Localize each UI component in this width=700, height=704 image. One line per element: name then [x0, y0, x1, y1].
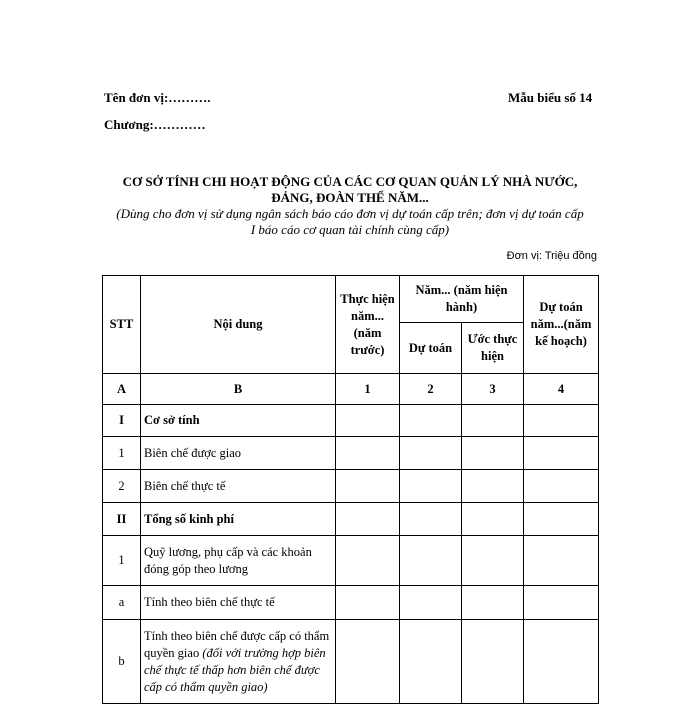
- row-cell: [524, 586, 599, 620]
- row-cell: [400, 503, 462, 536]
- index-cell: 2: [400, 374, 462, 405]
- chapter-label: Chương:…………: [104, 117, 206, 132]
- index-row: [103, 374, 599, 405]
- row-cell: [336, 405, 400, 437]
- row-cell: [400, 536, 462, 586]
- row-cell: [400, 586, 462, 620]
- table-row: [103, 536, 599, 586]
- row-content: Cơ sở tính: [141, 405, 336, 437]
- row-cell: [524, 620, 599, 704]
- row-cell: [400, 620, 462, 704]
- currency-unit-note: Đơn vị: Triệu đồng: [506, 250, 597, 262]
- row-stt: 1: [103, 437, 141, 470]
- row-cell: [462, 536, 524, 586]
- table-row: [103, 586, 599, 620]
- header-content: Nội dung: [141, 276, 336, 374]
- row-cell: [462, 437, 524, 470]
- unit-name-label: Tên đơn vị:……….: [104, 90, 211, 105]
- header-estimate: Dự toán: [400, 323, 462, 374]
- row-cell: [336, 437, 400, 470]
- row-cell: [336, 536, 400, 586]
- row-stt: b: [103, 620, 141, 704]
- row-cell: [400, 405, 462, 437]
- subtitle-line-2: I báo cáo cơ quan tài chính cùng cấp): [250, 222, 450, 237]
- row-cell: [524, 405, 599, 437]
- header-plan-year: Dự toán năm...(năm kế hoạch): [524, 276, 599, 374]
- table-row: [103, 470, 599, 503]
- row-content: Tổng số kinh phí: [141, 503, 336, 536]
- row-cell: [462, 405, 524, 437]
- form-number: Mẫu biểu số 14: [508, 90, 593, 105]
- budget-table: [102, 275, 599, 704]
- row-cell: [336, 620, 400, 704]
- index-cell: 4: [524, 374, 599, 405]
- document-title-block: [100, 174, 600, 238]
- title-line-1: CƠ SỞ TÍNH CHI HOẠT ĐỘNG CỦA CÁC CƠ QUAN QUẢN LÝ NHÀ NƯỚC,: [122, 174, 578, 189]
- table-body: [103, 374, 599, 704]
- index-cell: 1: [336, 374, 400, 405]
- row-cell: [336, 470, 400, 503]
- row-cell: [524, 470, 599, 503]
- table-row: [103, 437, 599, 470]
- row-cell: [336, 503, 400, 536]
- row-content: Quỹ lương, phụ cấp và các khoản đóng góp theo lương: [141, 536, 336, 586]
- row-content: Biên chế thực tế: [141, 470, 336, 503]
- row-cell: [400, 437, 462, 470]
- header-prev-year: Thực hiện năm... (năm trước): [336, 276, 400, 374]
- row-stt: 2: [103, 470, 141, 503]
- row-cell: [524, 536, 599, 586]
- table-row: [103, 620, 599, 704]
- index-cell: 3: [462, 374, 524, 405]
- row-cell: [462, 503, 524, 536]
- index-cell: A: [103, 374, 141, 405]
- row-stt: II: [103, 503, 141, 536]
- row-stt: I: [103, 405, 141, 437]
- header-stt: STT: [103, 276, 141, 374]
- header-current-year: Năm... (năm hiện hành): [400, 276, 524, 323]
- header-expected: Ước thực hiện: [462, 323, 524, 374]
- row-cell: [462, 620, 524, 704]
- index-cell: B: [141, 374, 336, 405]
- row-cell: [462, 470, 524, 503]
- row-cell: [524, 503, 599, 536]
- row-content-note: (đối với trường hợp biên chế thực tế thấp hơn biên chế được cấp có thẩm quyền giao): [144, 645, 326, 694]
- row-cell: [524, 437, 599, 470]
- row-content-text: Tính theo biên chế được cấp có thẩm quyền giao: [144, 628, 330, 660]
- title-line-2: ĐẢNG, ĐOÀN THỂ NĂM...: [271, 190, 429, 205]
- row-content: [141, 620, 336, 704]
- subtitle-line-1: (Dùng cho đơn vị sử dụng ngân sách báo cáo đơn vị dự toán cấp trên; đơn vị dự toán cấp: [116, 206, 584, 221]
- row-stt: 1: [103, 536, 141, 586]
- row-stt: a: [103, 586, 141, 620]
- row-content: Tính theo biên chế thực tế: [141, 586, 336, 620]
- row-cell: [462, 586, 524, 620]
- table-row: [103, 405, 599, 437]
- row-content: Biên chế được giao: [141, 437, 336, 470]
- row-cell: [400, 470, 462, 503]
- row-cell: [336, 586, 400, 620]
- table-row: [103, 503, 599, 536]
